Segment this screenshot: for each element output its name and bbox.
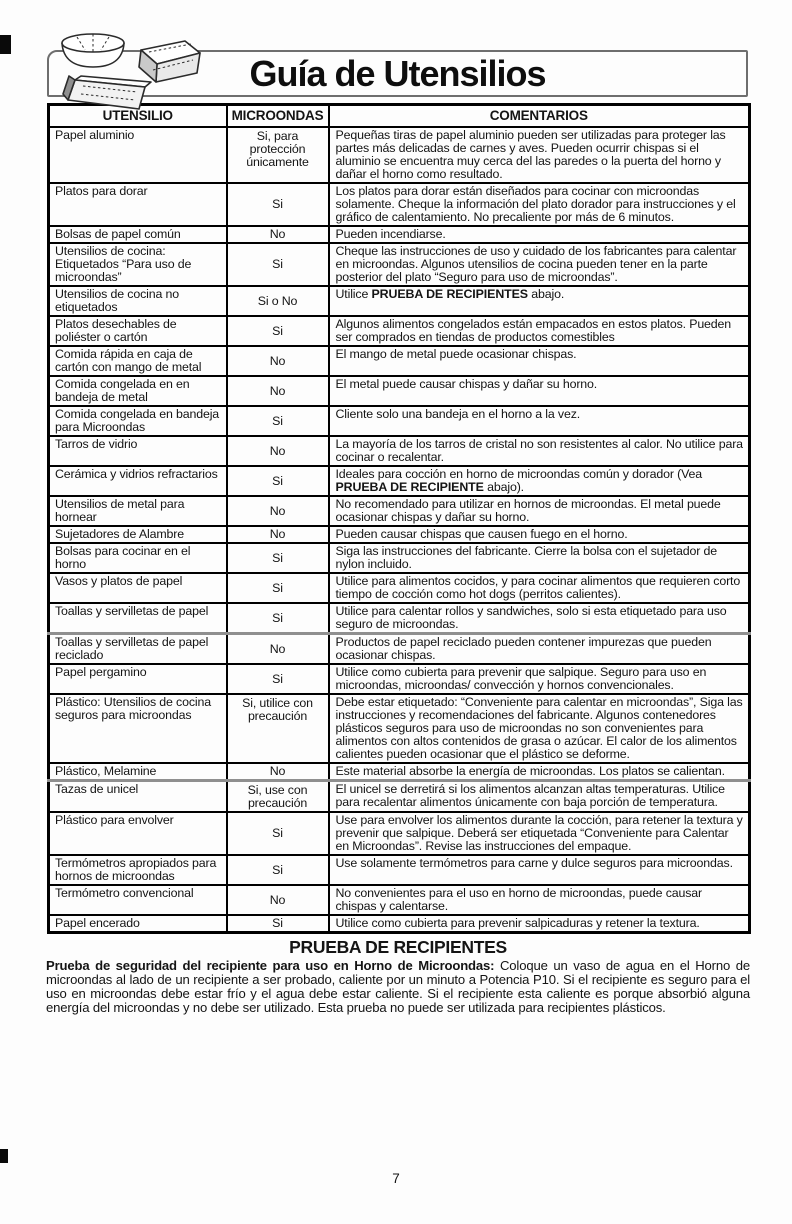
comment-cell: El mango de metal puede ocasionar chispas. bbox=[329, 346, 750, 376]
comment-cell: El metal puede causar chispas y dañar su horno. bbox=[329, 376, 750, 406]
microwave-cell: No bbox=[227, 634, 329, 665]
utensil-cell: Toallas y servilletas de papel bbox=[49, 603, 227, 634]
utensil-cell: Bolsas de papel común bbox=[49, 226, 227, 243]
table-row bbox=[49, 603, 750, 634]
comment-cell: No convenientes para el uso en horno de microondas, puede causar chispas y calentarse. bbox=[329, 885, 750, 915]
page-title: Guía de Utensilios bbox=[249, 53, 546, 94]
table-row bbox=[49, 915, 750, 933]
container-test-title: PRUEBA DE RECIPIENTES bbox=[289, 937, 507, 957]
column-header-utensilio: UTENSILIO bbox=[49, 105, 227, 128]
table-row bbox=[49, 664, 750, 694]
container-test-text bbox=[46, 959, 750, 1015]
utensil-cell: Plástico para envolver bbox=[49, 812, 227, 855]
kitchen-containers-icon bbox=[53, 28, 213, 120]
comment-cell: No recomendado para utilizar en hornos de microondas. El metal puede ocasionar chispas y dañar su horno. bbox=[329, 496, 750, 526]
comment-cell: La mayoría de los tarros de cristal no son resistentes al calor. No utilice para cocinar o recalentar. bbox=[329, 436, 750, 466]
utensil-cell: Termómetro convencional bbox=[49, 885, 227, 915]
utensil-cell: Papel encerado bbox=[49, 915, 227, 933]
utensil-cell: Tarros de vidrio bbox=[49, 436, 227, 466]
comment-cell: Pueden causar chispas que causen fuego en el horno. bbox=[329, 526, 750, 543]
microwave-cell: No bbox=[227, 226, 329, 243]
microwave-cell: Si bbox=[227, 543, 329, 573]
microwave-cell: Si, use con precaución bbox=[227, 781, 329, 813]
container-test-lead: Prueba de seguridad del recipiente para uso en Horno de Microondas: bbox=[46, 958, 495, 973]
title-banner bbox=[47, 50, 748, 97]
table-row bbox=[49, 466, 750, 496]
utensil-cell: Comida rápida en caja de cartón con mango de metal bbox=[49, 346, 227, 376]
table-row bbox=[49, 634, 750, 665]
table-row bbox=[49, 763, 750, 781]
microwave-cell: No bbox=[227, 346, 329, 376]
microwave-cell: Si bbox=[227, 915, 329, 933]
comment-cell: Debe estar etiquetado: “Conveniente para calentar en microondas”, Siga las instrucciones y recomendaciones del fabricante. Algunos contenedores plásticos seguros para uso de microondas no son convenientes para alimentos con altos contenidos de grasa o azúcar. El calor de los alimentos calientes pueden ocasionar que el plástico se deforme. bbox=[329, 694, 750, 763]
comment-cell: Utilice PRUEBA DE RECIPIENTES abajo. bbox=[329, 286, 750, 316]
container-test-section bbox=[46, 937, 750, 1015]
table-row bbox=[49, 885, 750, 915]
table-row bbox=[49, 543, 750, 573]
comment-cell: Cliente solo una bandeja en el horno a la vez. bbox=[329, 406, 750, 436]
microwave-cell: Si bbox=[227, 466, 329, 496]
comment-cell: Productos de papel reciclado pueden contener impurezas que pueden ocasionar chispas. bbox=[329, 634, 750, 665]
microwave-cell: Si bbox=[227, 664, 329, 694]
table-row bbox=[49, 376, 750, 406]
comment-cell: Utilice para calentar rollos y sandwiches, solo si esta etiquetado para uso seguro de microondas. bbox=[329, 603, 750, 634]
table-row bbox=[49, 316, 750, 346]
microwave-cell: Si, para protección únicamente bbox=[227, 127, 329, 183]
microwave-cell: No bbox=[227, 526, 329, 543]
microwave-cell: Si bbox=[227, 573, 329, 603]
microwave-cell: No bbox=[227, 885, 329, 915]
column-header-microondas: MICROONDAS bbox=[227, 105, 329, 128]
comment-cell: Utilice como cubierta para prevenir salpicaduras y retener la textura. bbox=[329, 915, 750, 933]
utensil-cell: Utensilios de cocina: Etiquetados “Para uso de microondas” bbox=[49, 243, 227, 286]
comment-cell: Pueden incendiarse. bbox=[329, 226, 750, 243]
table-row bbox=[49, 346, 750, 376]
table-row bbox=[49, 183, 750, 226]
utensil-cell: Platos desechables de poliéster o cartón bbox=[49, 316, 227, 346]
comment-cell: Algunos alimentos congelados están empacados en estos platos. Pueden ser comprados en tiendas de productos comestibles bbox=[329, 316, 750, 346]
utensil-cell: Toallas y servilletas de papel reciclado bbox=[49, 634, 227, 665]
container-test-body: Coloque un vaso de agua en el Horno de microondas al lado de un recipiente a ser probado, caliente por un minuto a Potencia P10. Si el recipiente es seguro para el uso en microondas debe estar frío y el agua debe estar caliente. Si el recipiente esta caliente es porque absorbió alguna energía del microondas y no debe ser utilizado. Esta prueba no puede ser utilizada para recipientes plásticos. bbox=[46, 958, 750, 1015]
table-row bbox=[49, 526, 750, 543]
comment-cell: Utilice para alimentos cocidos, y para cocinar alimentos que requieren corto tiempo de cocción como hot dogs (perritos calientes). bbox=[329, 573, 750, 603]
scan-artifact-top bbox=[0, 35, 11, 54]
table-row bbox=[49, 573, 750, 603]
comment-cell: Siga las instrucciones del fabricante. Cierre la bolsa con el sujetador de nylon incluido. bbox=[329, 543, 750, 573]
comment-cell: Utilice como cubierta para prevenir que salpique. Seguro para uso en microondas, microondas/ convección y hornos convencionales. bbox=[329, 664, 750, 694]
microwave-cell: Si o No bbox=[227, 286, 329, 316]
microwave-cell: Si bbox=[227, 243, 329, 286]
utensil-cell: Platos para dorar bbox=[49, 183, 227, 226]
microwave-cell: No bbox=[227, 376, 329, 406]
table-row bbox=[49, 496, 750, 526]
microwave-cell: No bbox=[227, 436, 329, 466]
comment-cell: Use para envolver los alimentos durante la cocción, para retener la textura y prevenir que salpique. Deberá ser etiquetada “Conveniente para Calentar en Microondas”. Revise las instrucciones del empaque. bbox=[329, 812, 750, 855]
scan-artifact-bottom bbox=[0, 1149, 8, 1163]
utensil-cell: Comida congelada en bandeja para Microondas bbox=[49, 406, 227, 436]
table-row bbox=[49, 855, 750, 885]
utensil-cell: Utensilios de cocina no etiquetados bbox=[49, 286, 227, 316]
column-header-comentarios: COMENTARIOS bbox=[329, 105, 750, 128]
table-row bbox=[49, 286, 750, 316]
utensil-cell: Cerámica y vidrios refractarios bbox=[49, 466, 227, 496]
comment-cell: El unicel se derretirá si los alimentos alcanzan altas temperaturas. Utilice para recalentar alimentos únicamente con baja porción de temperatura. bbox=[329, 781, 750, 813]
microwave-cell: Si bbox=[227, 406, 329, 436]
microwave-cell: Si bbox=[227, 603, 329, 634]
utensil-cell: Termómetros apropiados para hornos de microondas bbox=[49, 855, 227, 885]
table-row bbox=[49, 226, 750, 243]
utensil-cell: Utensilios de metal para hornear bbox=[49, 496, 227, 526]
table-row bbox=[49, 406, 750, 436]
microwave-cell: Si bbox=[227, 812, 329, 855]
utensils-table bbox=[47, 103, 751, 934]
table-row bbox=[49, 812, 750, 855]
comment-cell: Los platos para dorar están diseñados para cocinar con microondas solamente. Cheque la información del plato dorador para instrucciones y el gráfico de calentamiento. No precaliente por más de 6 minutos. bbox=[329, 183, 750, 226]
table-row bbox=[49, 781, 750, 813]
table-row bbox=[49, 243, 750, 286]
utensil-cell: Tazas de unicel bbox=[49, 781, 227, 813]
utensil-cell: Comida congelada en en bandeja de metal bbox=[49, 376, 227, 406]
microwave-cell: Si bbox=[227, 183, 329, 226]
comment-cell: Cheque las instrucciones de uso y cuidado de los fabricantes para calentar en microondas. Algunos utensilios de cocina pueden tener en la parte posterior del plato “Seguro para uso de microondas”. bbox=[329, 243, 750, 286]
utensil-cell: Papel pergamino bbox=[49, 664, 227, 694]
microwave-cell: No bbox=[227, 763, 329, 781]
utensil-cell: Vasos y platos de papel bbox=[49, 573, 227, 603]
table-row bbox=[49, 694, 750, 763]
comment-cell: Este material absorbe la energía de microondas. Los platos se calientan. bbox=[329, 763, 750, 781]
comment-cell: Ideales para cocción en horno de microondas común y dorador (Vea PRUEBA DE RECIPIENTE abajo). bbox=[329, 466, 750, 496]
utensil-cell: Plástico, Melamine bbox=[49, 763, 227, 781]
utensil-cell: Sujetadores de Alambre bbox=[49, 526, 227, 543]
comment-cell: Pequeñas tiras de papel aluminio pueden ser utilizadas para proteger las partes más delicadas de carnes y aves. Pueden ocurrir chispas si el aluminio se encuentra muy cerca del las paredes o la puerta del horno y dañar el horno como resultado. bbox=[329, 127, 750, 183]
utensil-cell: Bolsas para cocinar en el horno bbox=[49, 543, 227, 573]
table-row bbox=[49, 436, 750, 466]
table-row bbox=[49, 127, 750, 183]
page-number: 7 bbox=[392, 1171, 400, 1186]
microwave-cell: Si, utilice con precaución bbox=[227, 694, 329, 763]
microwave-cell: Si bbox=[227, 316, 329, 346]
microwave-cell: No bbox=[227, 496, 329, 526]
comment-cell: Use solamente termómetros para carne y dulce seguros para microondas. bbox=[329, 855, 750, 885]
utensil-cell: Plástico: Utensilios de cocina seguros para microondas bbox=[49, 694, 227, 763]
utensil-cell: Papel aluminio bbox=[49, 127, 227, 183]
microwave-cell: Si bbox=[227, 855, 329, 885]
